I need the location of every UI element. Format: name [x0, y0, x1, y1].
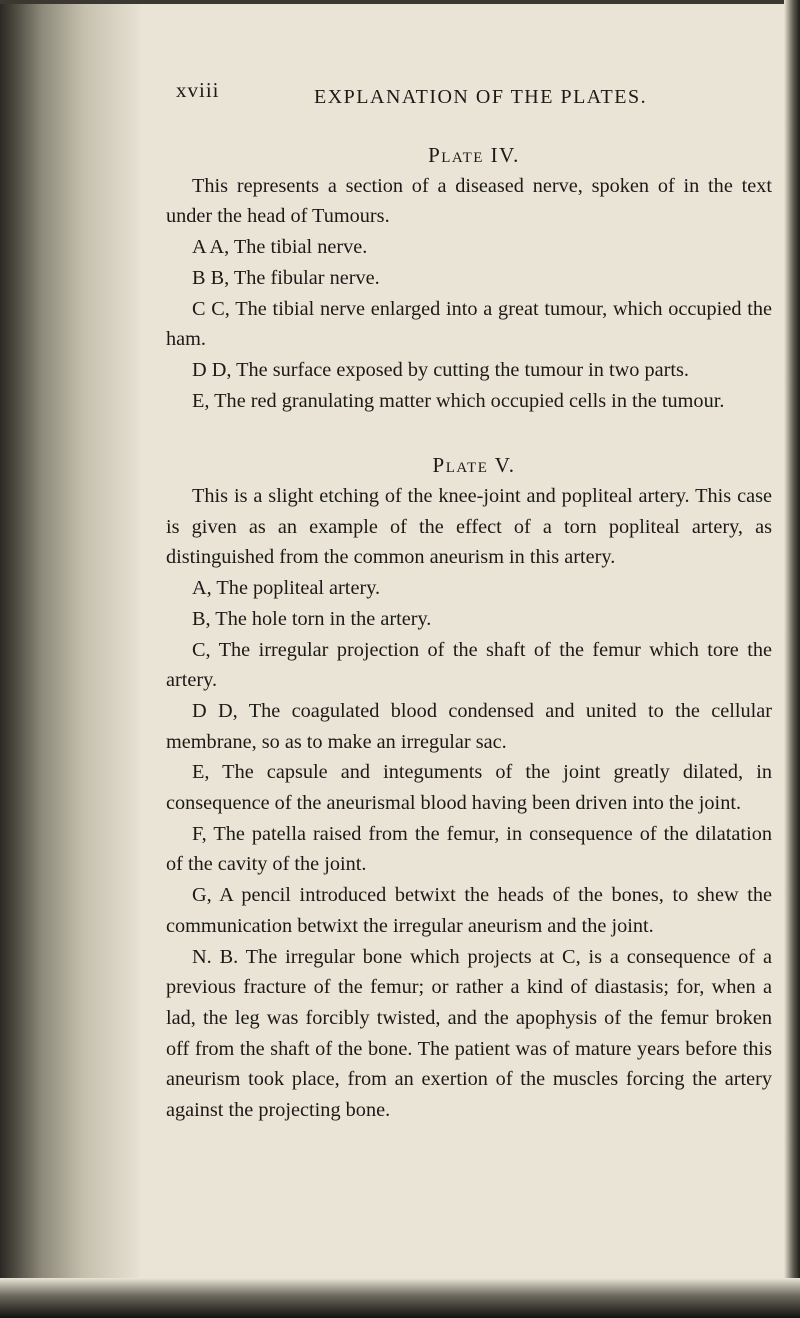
- book-binding-edge: [0, 0, 140, 1318]
- plate-5-item: D D, The coagulated blood condensed and united to the cellular membrane, so as to make an irregular sac.: [166, 699, 772, 753]
- plate-5-heading: Plate V.: [432, 453, 516, 478]
- plate-5-item: C, The irregular projection of the shaft of the femur which tore the artery.: [166, 638, 772, 692]
- page-text: [166, 140, 772, 1126]
- plate-4-item: E, The red granulating matter which occupied cells in the tumour.: [192, 389, 725, 412]
- plate-5-intro: This is a slight etching of the knee-joint and popliteal artery. This case is given as an example of the effect of a torn popliteal artery, as distinguished from the common aneurism in this artery.: [166, 485, 772, 569]
- page-number: xviii: [176, 78, 220, 102]
- section-gap: [166, 416, 772, 450]
- book-page: [140, 0, 785, 1280]
- plate-4-item: D D, The surface exposed by cutting the tumour in two parts.: [192, 358, 689, 381]
- plate-4-item: C C, The tibial nerve enlarged into a great tumour, which occupied the ham.: [166, 297, 772, 351]
- plate-5-item: G, A pencil introduced betwixt the heads of the bones, to shew the communication betwixt the irregular aneurism and the joint.: [166, 884, 772, 937]
- plate-4-item: A A, The tibial nerve.: [192, 236, 368, 259]
- plate-5-item: F, The patella raised from the femur, in consequence of the dilatation of the cavity of the joint.: [166, 822, 772, 876]
- running-title: EXPLANATION OF THE PLATES.: [314, 86, 648, 108]
- plate-5-item: E, The capsule and integuments of the joint greatly dilated, in consequence of the aneurismal blood having been driven into the joint.: [166, 761, 772, 815]
- page-header: [140, 78, 785, 108]
- plate-5-item: B, The hole torn in the artery.: [192, 607, 432, 630]
- page-right-edge: [784, 0, 800, 1318]
- plate-5-note: N. B. The irregular bone which projects at C, is a consequence of a previous fracture of the femur; or rather a kind of diastasis; for, when a lad, the leg was forcibly twisted, and the apophysis of the femur broken off from the shaft of the bone. The patient was of mature years before this aneurism took place, from an exertion of the muscles forcing the artery against the projecting bone.: [166, 945, 772, 1122]
- plate-5-item: A, The popliteal artery.: [192, 577, 381, 600]
- plate-4-heading: Plate IV.: [428, 143, 520, 167]
- plate-4-intro: This represents a section of a diseased nerve, spoken of in the text under the head of Tumours.: [166, 174, 772, 228]
- page-bottom-edge: [0, 1278, 800, 1318]
- plate-4-item: B B, The fibular nerve.: [192, 266, 380, 289]
